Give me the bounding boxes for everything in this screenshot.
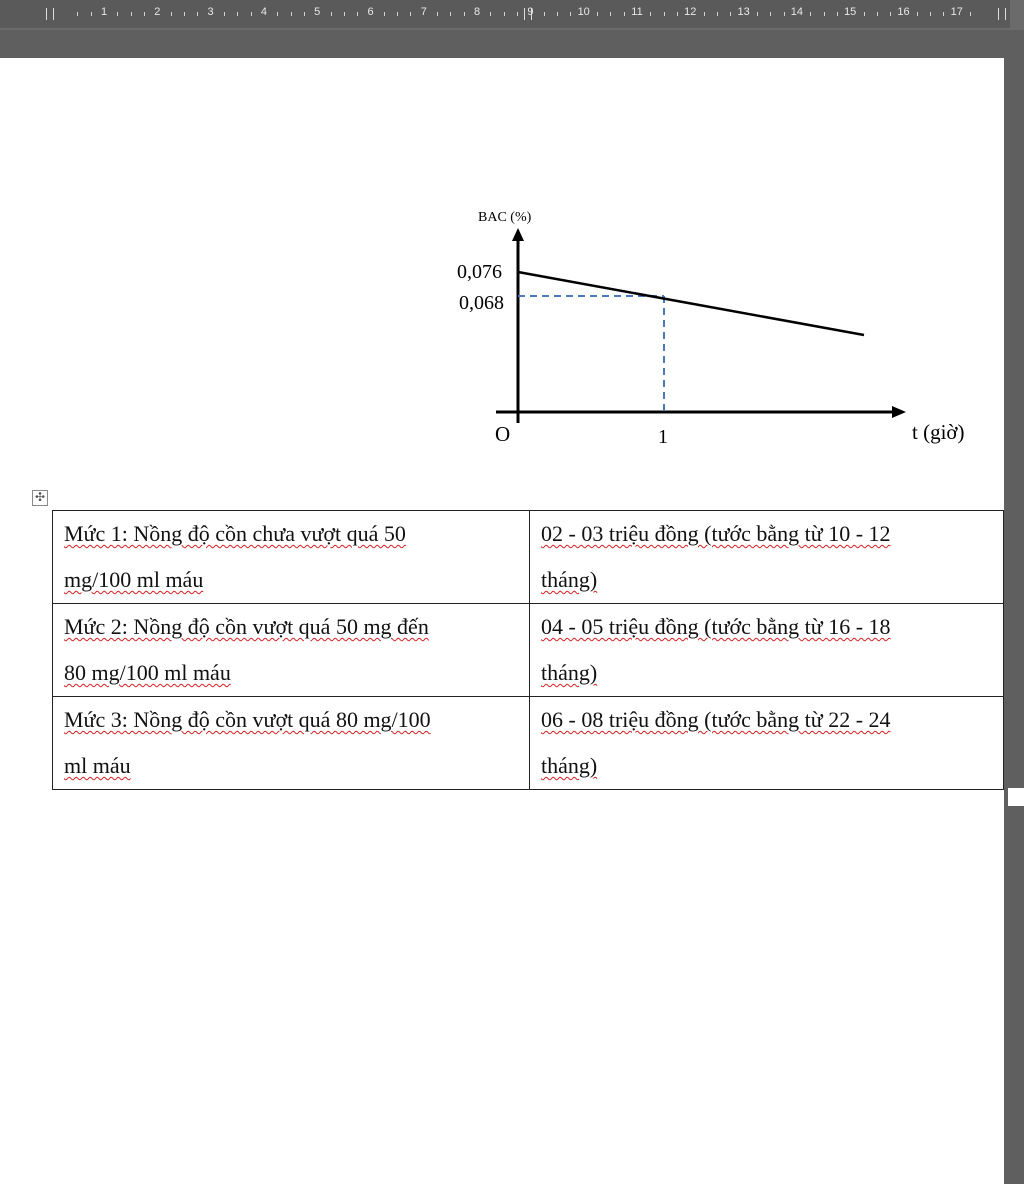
- ruler-tick: [730, 12, 731, 16]
- ruler-tick: [237, 12, 238, 16]
- ruler-tick: [91, 12, 92, 16]
- document-background: [0, 30, 1024, 58]
- ruler-tick: [943, 12, 944, 16]
- ruler-tick: [197, 12, 198, 16]
- ruler-number: 16: [897, 6, 910, 18]
- cell-text-line: Mức 3: Nồng độ cồn vượt quá 80 mg/100: [64, 707, 431, 732]
- ruler-tick: [877, 12, 878, 16]
- ruler-tick: [450, 12, 451, 16]
- ruler-tick: [570, 12, 571, 16]
- ruler-tick: [410, 12, 411, 16]
- x-tick-label-1: 1: [658, 426, 668, 448]
- ruler-tick: [704, 12, 705, 16]
- ruler-tick: [517, 12, 518, 16]
- ruler-tick: [184, 12, 185, 16]
- cell-text-line: 80 mg/100 ml máu: [64, 660, 231, 685]
- ruler-tick: [890, 12, 891, 16]
- ruler-number: 8: [474, 6, 481, 18]
- vertical-scrollbar[interactable]: [1004, 58, 1024, 1184]
- ruler-tick: [251, 12, 252, 16]
- ruler-number: 3: [207, 6, 214, 18]
- ruler-tick: [77, 12, 78, 16]
- ruler-tick: [117, 12, 118, 16]
- ruler-number: 9: [527, 6, 534, 18]
- cell-text-line: 06 - 08 triệu đồng (tước bằng từ 22 - 24: [541, 707, 891, 732]
- ruler-number: 11: [631, 6, 643, 18]
- ruler-tick: [437, 12, 438, 16]
- cell-text-line: 02 - 03 triệu đồng (tước bằng từ 10 - 12: [541, 521, 891, 546]
- ruler-number: 10: [577, 6, 590, 18]
- scrollbar-thumb[interactable]: [1008, 788, 1024, 806]
- y-axis-arrow: [512, 228, 524, 241]
- ruler-tick: [304, 12, 305, 16]
- bac-data-line: [518, 272, 864, 335]
- ruler-number: 6: [367, 6, 374, 18]
- ruler-tick: [824, 12, 825, 16]
- ruler-tick: [557, 12, 558, 16]
- ruler-number: 13: [737, 6, 750, 18]
- ruler-tick: [277, 12, 278, 16]
- ruler-tick: [490, 12, 491, 16]
- x-axis-label: t (giờ): [912, 420, 965, 444]
- ruler-number: 2: [154, 6, 161, 18]
- ruler-tick: [837, 12, 838, 16]
- ruler-tick: [864, 12, 865, 16]
- table-row: [53, 697, 1004, 790]
- cell-text-line: tháng): [541, 753, 598, 778]
- bac-line-graph: [450, 195, 990, 457]
- ruler-number: 17: [950, 6, 963, 18]
- cell-text-line: ml máu: [64, 753, 131, 778]
- origin-label: O: [495, 422, 511, 446]
- ruler-tick: [331, 12, 332, 16]
- ruler-tick: [970, 12, 971, 16]
- ruler-tick: [810, 12, 811, 16]
- ruler-number: 15: [844, 6, 857, 18]
- horizontal-ruler[interactable]: [0, 0, 1024, 30]
- ruler-tick: [717, 12, 718, 16]
- ruler-tick: [917, 12, 918, 16]
- ruler-tick: [664, 12, 665, 16]
- ruler-right-indent-marker[interactable]: [998, 8, 1006, 20]
- ruler-number: 14: [790, 6, 804, 18]
- cell-text-line: Mức 2: Nồng độ cồn vượt quá 50 mg đến: [64, 614, 429, 639]
- table-move-icon[interactable]: ✣: [32, 490, 48, 506]
- ruler-tick: [357, 12, 358, 16]
- ruler-tick: [770, 12, 771, 16]
- ruler-tick: [384, 12, 385, 16]
- table-cell-level[interactable]: [53, 604, 530, 697]
- cell-text-line: 04 - 05 triệu đồng (tước bằng từ 16 - 18: [541, 614, 891, 639]
- ruler-tick: [504, 12, 505, 16]
- y-axis-label: BAC (%): [478, 210, 532, 225]
- ruler-tick: [610, 12, 611, 16]
- ruler-tick: [930, 12, 931, 16]
- ruler-number: 7: [420, 6, 427, 18]
- cell-text-line: tháng): [541, 660, 598, 685]
- ruler-number: 5: [314, 6, 321, 18]
- table-cell-penalty[interactable]: [530, 604, 1004, 697]
- table-row: [53, 604, 1004, 697]
- ruler-number: 1: [100, 6, 108, 18]
- ruler-tick: [344, 12, 345, 16]
- table-cell-penalty[interactable]: [530, 697, 1004, 790]
- y-tick-label-0068: 0,068: [459, 292, 504, 314]
- ruler-tick: [650, 12, 651, 16]
- y-tick-label-0076: 0,076: [457, 261, 502, 283]
- table-cell-penalty[interactable]: [530, 511, 1004, 604]
- ruler-tick: [677, 12, 678, 16]
- ruler-track: [0, 0, 1010, 28]
- ruler-tick: [757, 12, 758, 16]
- ruler-left-indent-marker[interactable]: [46, 8, 54, 20]
- ruler-tick: [397, 12, 398, 16]
- ruler-tick: [144, 12, 145, 16]
- x-axis-arrow: [892, 406, 906, 418]
- ruler-tick: [784, 12, 785, 16]
- ruler-tick: [624, 12, 625, 16]
- table-cell-level[interactable]: [53, 697, 530, 790]
- ruler-tick: [171, 12, 172, 16]
- ruler-tick: [544, 12, 545, 16]
- cell-text-line: tháng): [541, 567, 598, 592]
- ruler-number: 4: [260, 6, 267, 18]
- cell-text-line: Mức 1: Nồng độ cồn chưa vượt quá 50: [64, 521, 406, 546]
- ruler-tick: [464, 12, 465, 16]
- ruler-number: 12: [684, 6, 697, 18]
- table-cell-level[interactable]: [53, 511, 530, 604]
- table-row: [53, 511, 1004, 604]
- ruler-tick: [291, 12, 292, 16]
- cell-text-line: mg/100 ml máu: [64, 567, 204, 592]
- ruler-tick: [224, 12, 225, 16]
- ruler-tick: [597, 12, 598, 16]
- ruler-tick: [131, 12, 132, 16]
- penalty-table: [52, 510, 1004, 790]
